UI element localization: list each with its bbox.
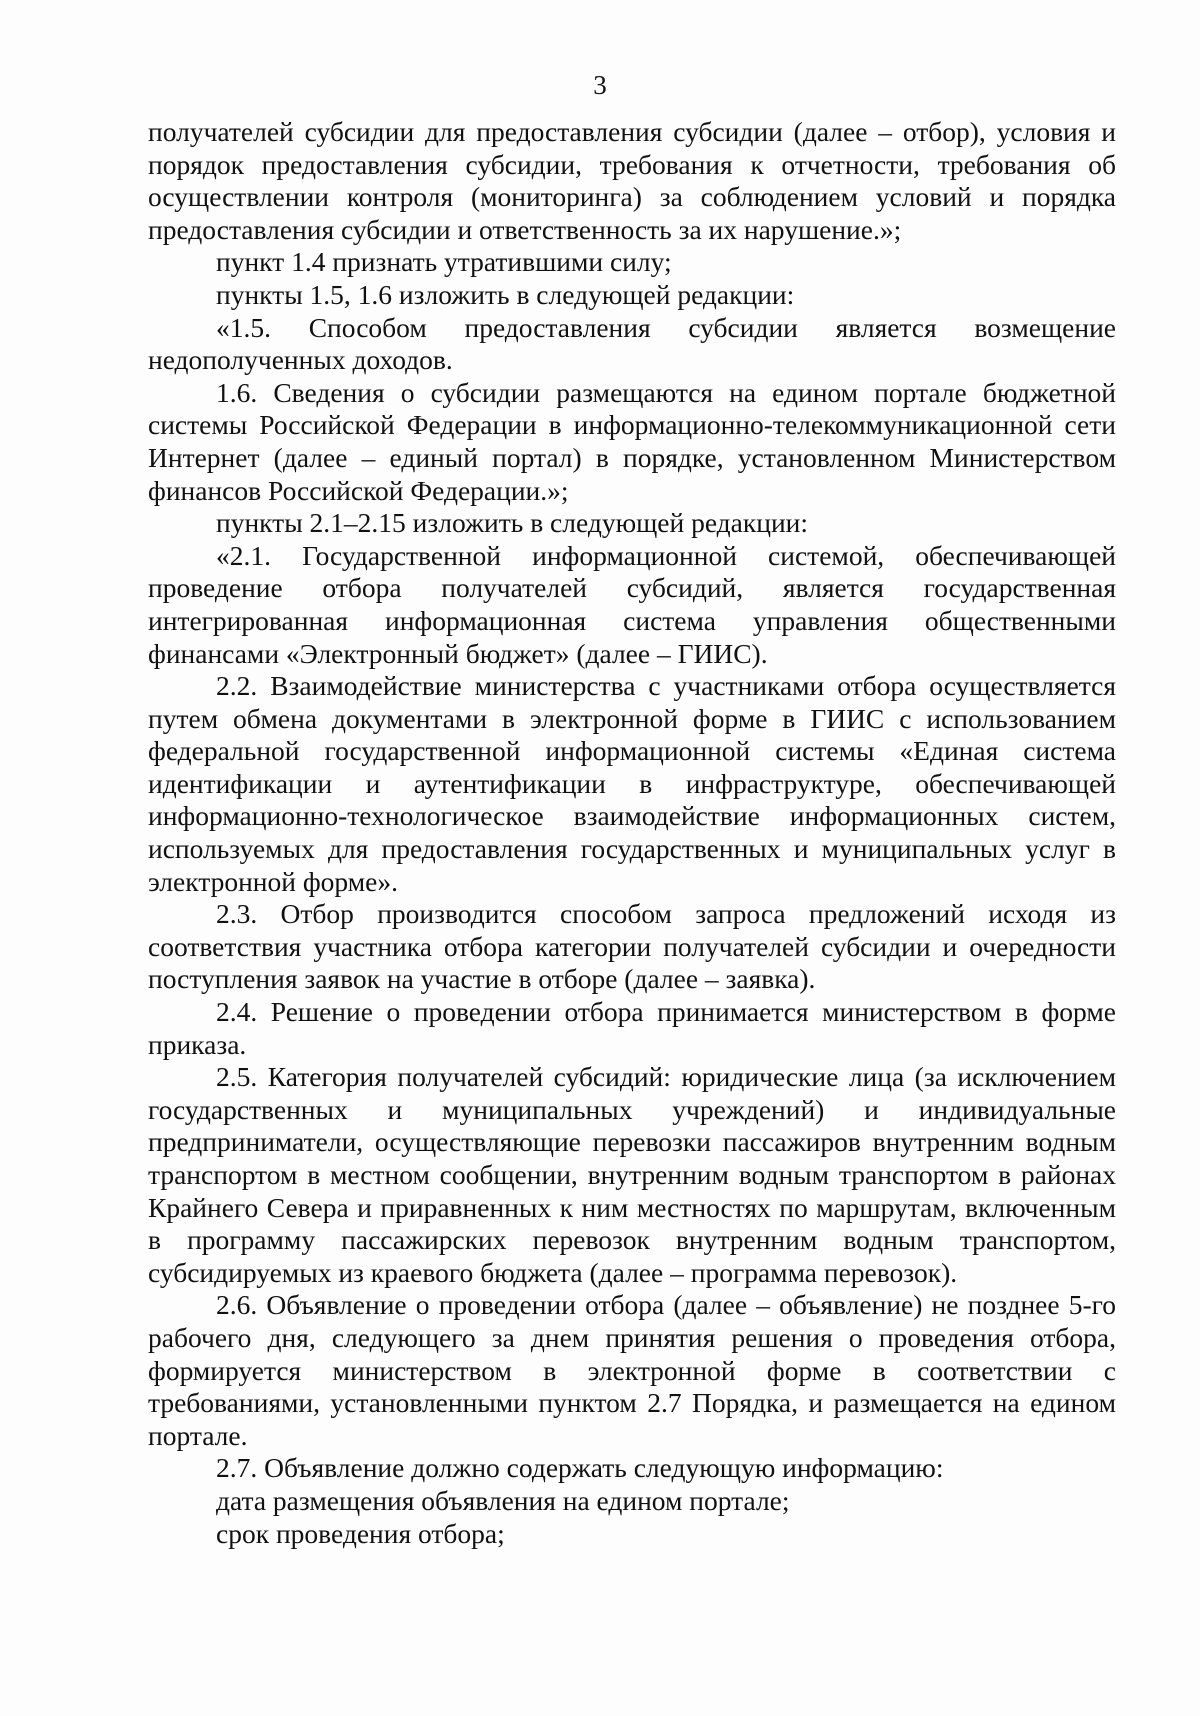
list-item-publication-date: дата размещения объявления на едином портале; [216, 1484, 790, 1516]
paragraph-2-1: «2.1. Государственной информационной системой, обеспечивающей проведение отбора получателей субсидий, является государственная интегрированная информационная система управления общественными финансами «Электронный бюджет» (далее – ГИИС). [148, 539, 1116, 669]
paragraph-items-2-1-2-15: пункты 2.1–2.15 изложить в следующей редакции: [216, 507, 809, 539]
paragraph-item-1-4: пункт 1.4 признать утратившими силу; [216, 246, 672, 278]
paragraph-continuation: получателей субсидии для предоставления субсидии (далее – отбор), условия и порядок предоставления субсидии, требования к отчетности, требования об осуществлении контроля (мониторинга) за соблюдением условий и порядка предоставления субсидии и ответственность за их нарушение.»; [148, 116, 1116, 245]
paragraph-2-5: 2.5. Категория получателей субсидий: юридические лица (за исключением государственных и муниципальных учреждений) и индивидуальные предприниматели, осуществляющие перевозки пассажиров внутренним водным транспортом в местном сообщении, внутренним водным транспортом в районах Крайнего Севера и приравненных к ним местностях по маршрутам, включенным в программу пассажирских перевозок внутренним водным транспортом, субсидируемых из краевого бюджета (далее – программа перевозок). [148, 1061, 1116, 1288]
paragraph-2-2: 2.2. Взаимодействие министерства с участниками отбора осуществляется путем обмена документами в электронной форме в ГИИС с использованием федеральной государственной информационной системы «Единая система идентификации и аутентификации в инфраструктуре, обеспечивающей информационно-технологическое взаимодействие информационных систем, используемых для предоставления государственных и муниципальных услуг в электронной форме». [148, 670, 1116, 897]
paragraph-2-7: 2.7. Объявление должно содержать следующую информацию: [216, 1452, 944, 1484]
paragraph-2-4: 2.4. Решение о проведении отбора принимается министерством в форме приказа. [148, 996, 1116, 1060]
list-item-selection-period: срок проведения отбора; [216, 1517, 505, 1549]
paragraph-1-5: «1.5. Способом предоставления субсидии является возмещение недополученных доходов. [148, 311, 1116, 376]
document-body [148, 116, 1116, 1550]
paragraph-2-6: 2.6. Объявление о проведении отбора (далее – объявление) не позднее 5-го рабочего дня, следующего за днем принятия решения о проведения отбора, формируется министерством в электронной форме в соответствии с требованиями, установленными пунктом 2.7 Порядка, и размещается на едином портале. [148, 1289, 1116, 1451]
page-number: 3 [593, 70, 607, 100]
paragraph-1-6: 1.6. Сведения о субсидии размещаются на едином портале бюджетной системы Российской Федерации в информационно-телекоммуникационной сети Интернет (далее – единый портал) в порядке, установленном Министерством финансов Российской Федерации.»; [148, 376, 1116, 506]
paragraph-items-1-5-1-6: пункты 1.5, 1.6 изложить в следующей редакции: [216, 278, 795, 310]
paragraph-2-3: 2.3. Отбор производится способом запроса предложений исходя из соответствия участника отбора категории получателей субсидии и очередности поступления заявок на участие в отборе (далее – заявка). [148, 898, 1116, 995]
